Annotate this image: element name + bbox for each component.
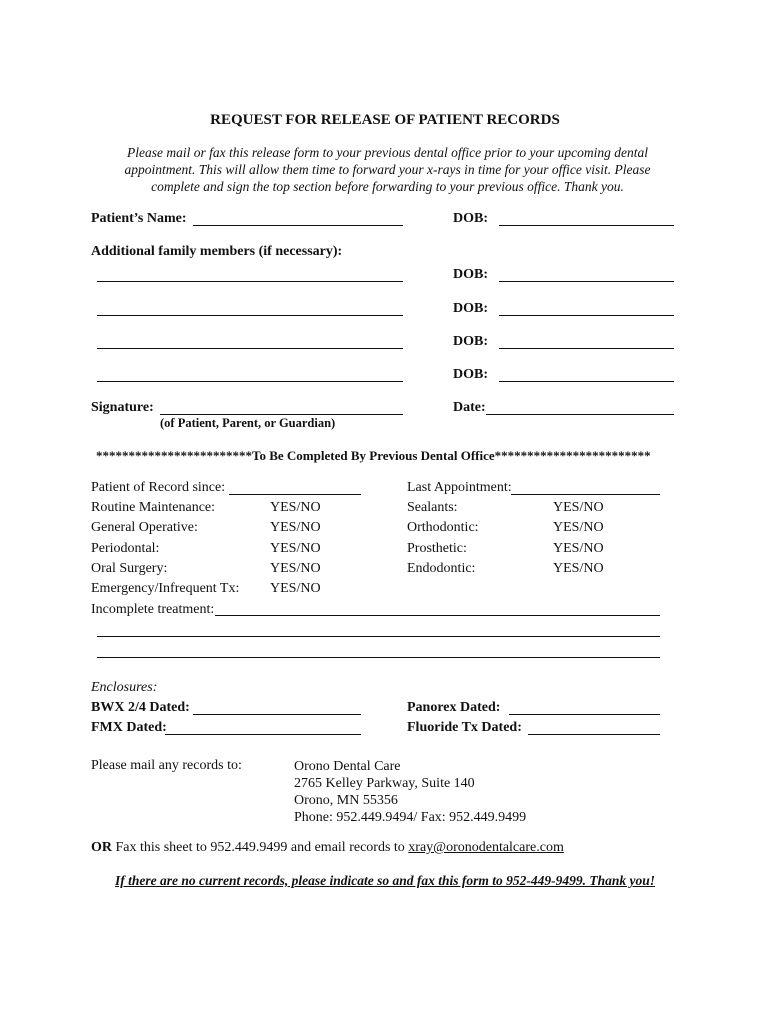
family-dob-field[interactable] — [499, 315, 674, 316]
yes-no-option[interactable]: YES/NO — [270, 520, 321, 535]
or-text: OR — [91, 840, 112, 855]
mail-records-label: Please mail any records to: — [91, 758, 242, 773]
fmx-date-field[interactable] — [165, 734, 361, 735]
prosthetic-label: Prosthetic: — [407, 541, 467, 556]
fluoride-label: Fluoride Tx Dated: — [407, 720, 522, 735]
date-label: Date: — [453, 400, 486, 415]
family-dob-field[interactable] — [499, 381, 674, 382]
family-dob-field[interactable] — [499, 281, 674, 282]
additional-family-label: Additional family members (if necessary): — [91, 244, 343, 259]
yes-no-option[interactable]: YES/NO — [553, 500, 604, 515]
endodontic-label: Endodontic: — [407, 561, 476, 576]
family-member-field[interactable] — [97, 348, 403, 349]
fax-text: Fax this sheet to 952.449.9499 and email records to — [112, 840, 409, 855]
family-member-field[interactable] — [97, 315, 403, 316]
panorex-date-field[interactable] — [509, 714, 660, 715]
yes-no-option[interactable]: YES/NO — [553, 541, 604, 556]
incomplete-treatment-label: Incomplete treatment: — [91, 602, 215, 617]
patient-since-label: Patient of Record since: — [91, 480, 226, 495]
panorex-label: Panorex Dated: — [407, 700, 501, 715]
page-title: REQUEST FOR RELEASE OF PATIENT RECORDS — [210, 112, 560, 128]
family-dob-field[interactable] — [499, 348, 674, 349]
mailing-address — [294, 758, 526, 826]
signature-note: (of Patient, Parent, or Guardian) — [160, 416, 336, 430]
address-line: Phone: 952.449.9494/ Fax: 952.449.9499 — [294, 810, 527, 825]
address-line: Orono, MN 55356 — [294, 793, 398, 808]
incomplete-treatment-field[interactable] — [215, 615, 660, 616]
yes-no-option[interactable]: YES/NO — [553, 561, 604, 576]
yes-no-option[interactable]: YES/NO — [270, 500, 321, 515]
enclosures-heading: Enclosures: — [91, 680, 158, 695]
dob-label: DOB: — [453, 211, 488, 226]
yes-no-option[interactable]: YES/NO — [270, 581, 321, 596]
dob-label: DOB: — [453, 267, 488, 282]
oral-surgery-label: Oral Surgery: — [91, 561, 168, 576]
dob-label: DOB: — [453, 301, 488, 316]
family-member-field[interactable] — [97, 381, 403, 382]
intro-line: complete and sign the top section before forwarding to your previous office. Thank you. — [151, 179, 624, 194]
last-appointment-field[interactable] — [511, 494, 660, 495]
bwx-label: BWX 2/4 Dated: — [91, 700, 190, 715]
yes-no-option[interactable]: YES/NO — [270, 541, 321, 556]
office-section-header: ************************To Be Completed By Previous Dental Office************************ — [96, 448, 651, 463]
patient-name-field[interactable] — [193, 225, 403, 226]
fluoride-date-field[interactable] — [528, 734, 660, 735]
sealants-label: Sealants: — [407, 500, 458, 515]
general-operative-label: General Operative: — [91, 520, 198, 535]
incomplete-treatment-field[interactable] — [97, 657, 660, 658]
intro-line: Please mail or fax this release form to your previous dental office prior to your upcoming dental — [127, 145, 648, 160]
routine-maintenance-label: Routine Maintenance: — [91, 500, 216, 515]
family-member-field[interactable] — [97, 281, 403, 282]
patient-name-label: Patient’s Name: — [91, 211, 187, 226]
patient-since-field[interactable] — [229, 494, 361, 495]
yes-no-option[interactable]: YES/NO — [270, 561, 321, 576]
address-line: 2765 Kelley Parkway, Suite 140 — [294, 776, 475, 791]
signature-field[interactable] — [160, 414, 403, 415]
dob-field[interactable] — [499, 225, 674, 226]
dob-label: DOB: — [453, 334, 488, 349]
fmx-label: FMX Dated: — [91, 720, 167, 735]
dob-label: DOB: — [453, 367, 488, 382]
last-appointment-label: Last Appointment: — [407, 480, 512, 495]
periodontal-label: Periodontal: — [91, 541, 160, 556]
emergency-label: Emergency/Infrequent Tx: — [91, 581, 240, 596]
date-field[interactable] — [486, 414, 674, 415]
footer-note: If there are no current records, please indicate so and fax this form to 952-449-9499. Thank you! — [114, 873, 655, 888]
intro-line: appointment. This will allow them time to forward your x-rays in time for your office visit. Please — [124, 162, 651, 177]
email-link[interactable]: xray@oronodentalcare.com — [408, 840, 564, 855]
address-line: Orono Dental Care — [294, 759, 401, 774]
intro-paragraph — [100, 144, 675, 195]
signature-label: Signature: — [91, 400, 154, 415]
yes-no-option[interactable]: YES/NO — [553, 520, 604, 535]
bwx-date-field[interactable] — [193, 714, 361, 715]
orthodontic-label: Orthodontic: — [407, 520, 479, 535]
incomplete-treatment-field[interactable] — [97, 636, 660, 637]
fax-instruction — [91, 840, 564, 856]
